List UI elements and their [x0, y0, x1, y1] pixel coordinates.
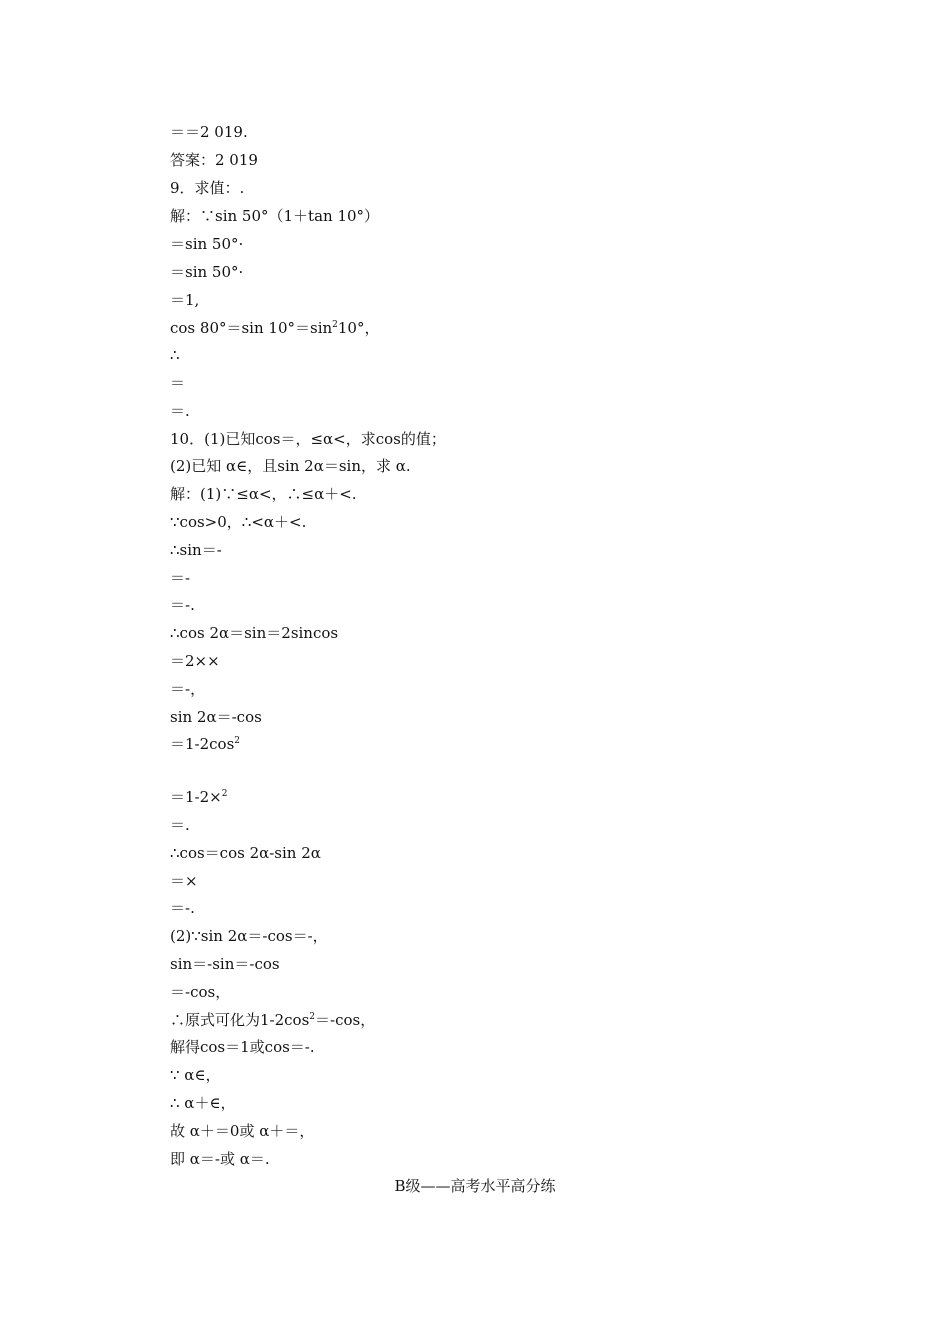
text-segment: ＝-cos， — [315, 1011, 376, 1029]
text-line: 9．求值：. — [170, 179, 245, 197]
text-line: ＝＝2 019. — [170, 123, 248, 141]
text-line: sin 2α＝-cos — [170, 708, 262, 726]
text-segment: ＝1-2cos — [170, 735, 235, 753]
text-line: (2)已知 α∈，且sin 2α＝sin，求 α. — [170, 457, 411, 475]
text-line: ∵cos>0，∴<α＋<. — [170, 513, 307, 531]
text-line: ＝- — [170, 569, 191, 587]
text-line: (2)∵sin 2α＝-cos＝-， — [170, 927, 328, 945]
text-line — [170, 734, 240, 754]
text-line: ＝-cos， — [170, 983, 231, 1001]
text-line: ∴cos＝cos 2α-sin 2α — [170, 844, 321, 862]
text-line: ＝2×× — [170, 652, 220, 670]
text-segment: ∴原式可化为1-2cos — [170, 1011, 310, 1029]
text-line — [170, 318, 379, 338]
text-line: 故 α＋＝0或 α＋＝， — [170, 1122, 315, 1140]
text-line: ＝ — [170, 374, 186, 392]
section-footer-heading: B级——高考水平高分练 — [394, 1177, 556, 1195]
text-line: 解：(1)∵≤α<，∴≤α＋<. — [170, 485, 357, 503]
text-line: ＝-， — [170, 680, 206, 698]
text-line: ∴ — [170, 346, 180, 364]
text-segment: 10°， — [337, 319, 380, 337]
superscript: 2 — [309, 1012, 316, 1022]
text-line: 即 α＝-或 α＝. — [170, 1150, 270, 1168]
text-line: ＝-. — [170, 899, 195, 917]
text-line: ＝sin 50°· — [170, 235, 244, 253]
text-line: ∵ α∈， — [170, 1066, 221, 1084]
text-line: ＝1, — [170, 291, 200, 309]
text-line: ∴cos 2α＝sin＝2sincos — [170, 624, 339, 642]
text-line: ∴sin＝- — [170, 541, 222, 559]
text-line: ＝× — [170, 872, 198, 890]
text-line — [170, 1010, 375, 1030]
text-segment: ＝1-2× — [170, 788, 222, 806]
superscript: 2 — [221, 789, 228, 799]
text-line: ＝. — [170, 816, 190, 834]
text-line: ∴ α＋∈， — [170, 1094, 236, 1112]
text-line — [170, 787, 227, 807]
text-line: 解得cos＝1或cos＝-. — [170, 1038, 315, 1056]
text-line: ＝sin 50°· — [170, 263, 244, 281]
text-line: sin＝-sin＝-cos — [170, 955, 280, 973]
superscript: 2 — [332, 320, 338, 330]
text-line: 10．(1)已知cos＝，≤α<，求cos的值； — [170, 430, 446, 448]
text-line: ＝-. — [170, 596, 195, 614]
text-segment: cos 80°＝sin 10°＝sin — [170, 319, 333, 337]
text-line: ＝. — [170, 402, 190, 420]
text-line: 答案：2 019 — [170, 151, 258, 169]
text-line: 解：∵sin 50°（1＋tan 10°） — [170, 207, 380, 225]
superscript: 2 — [234, 736, 241, 746]
